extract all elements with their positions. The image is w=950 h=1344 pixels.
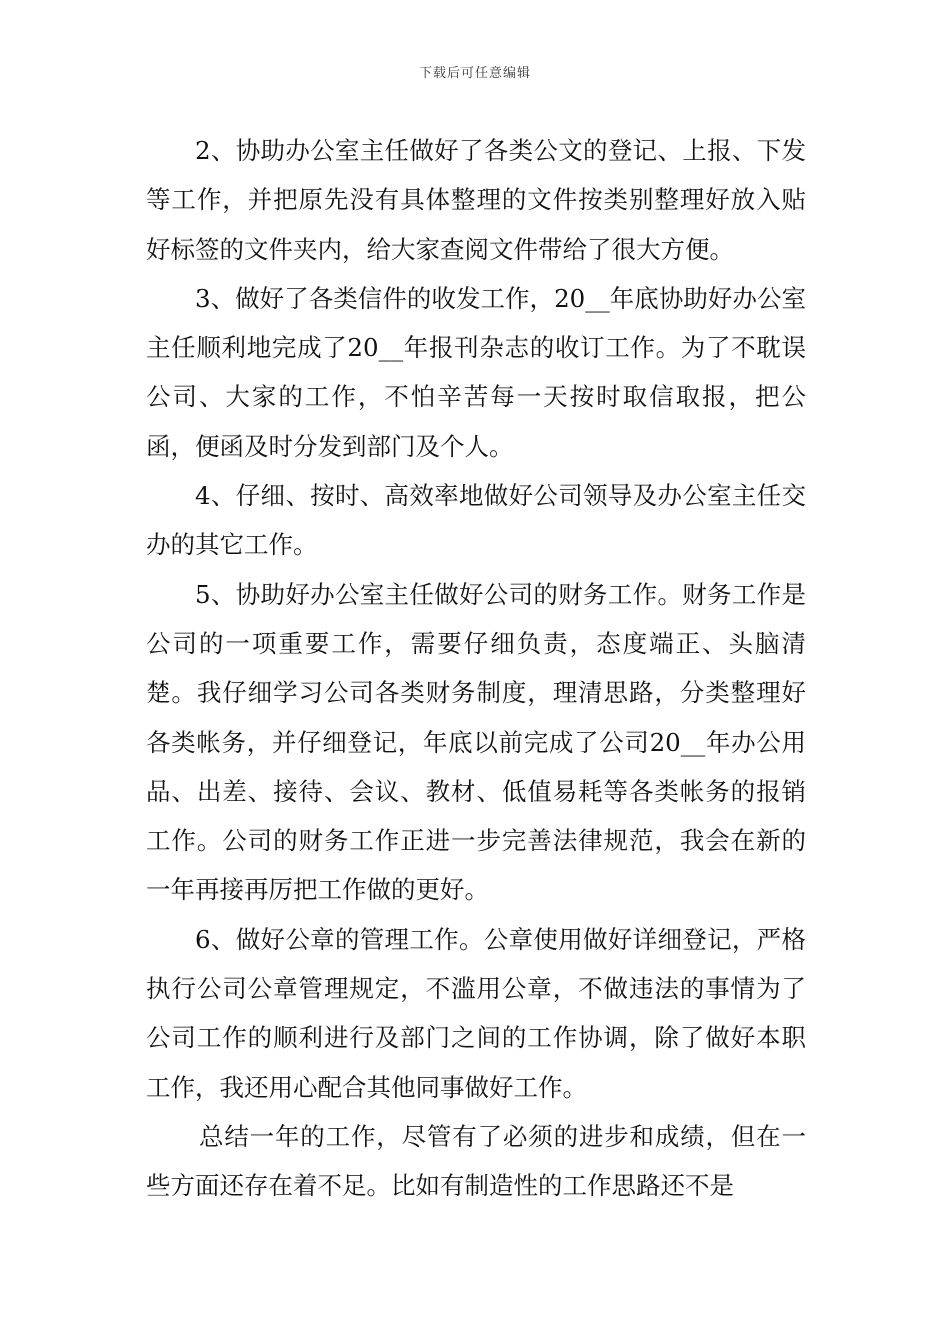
page-header: 下载后可任意编辑 — [418, 66, 531, 81]
paragraph-item-3: 3、做好了各类信件的收发工作，20__年底协助好办公室主任顺利地完成了20__年报刊杂志的收订工作。为了不耽误公司、大家的工作，不怕辛苦每一天按时取信取报，把公函，便函及时分发到部门及个人。 — [146, 283, 806, 461]
paragraph-item-2: 2、协助办公室主任做好了各类公文的登记、上报、下发等工作，并把原先没有具体整理的文件按类别整理好放入贴好标签的文件夹内，给大家查阅文件带给了很大方便。 — [146, 136, 806, 264]
paragraph-item-6: 6、做好公章的管理工作。公章使用做好详细登记，严格执行公司公章管理规定，不滥用公章，不做违法的事情为了公司工作的顺利进行及部门之间的工作协调，除了做好本职工作，我还用心配合其他同事做好工作。 — [146, 924, 806, 1102]
paragraph-item-5: 5、协助好办公室主任做好公司的财务工作。财务工作是公司的一项重要工作，需要仔细负责，态度端正、头脑清楚。我仔细学习公司各类财务制度，理清思路，分类整理好各类帐务，并仔细登记，年底以前完成了公司20__年办公用品、出差、接待、会议、教材、低值易耗等各类帐务的报销工作。公司的财务工作正进一步完善法律规范，我会在新的一年再接再厉把工作做的更好。 — [146, 579, 806, 905]
document-body — [146, 126, 806, 1211]
paragraph-item-4: 4、仔细、按时、高效率地做好公司领导及办公室主任交办的其它工作。 — [146, 481, 806, 560]
paragraph-summary: 总结一年的工作，尽管有了必须的进步和成绩，但在一些方面还存在着不足。比如有制造性的工作思路还不是 — [146, 1121, 806, 1201]
